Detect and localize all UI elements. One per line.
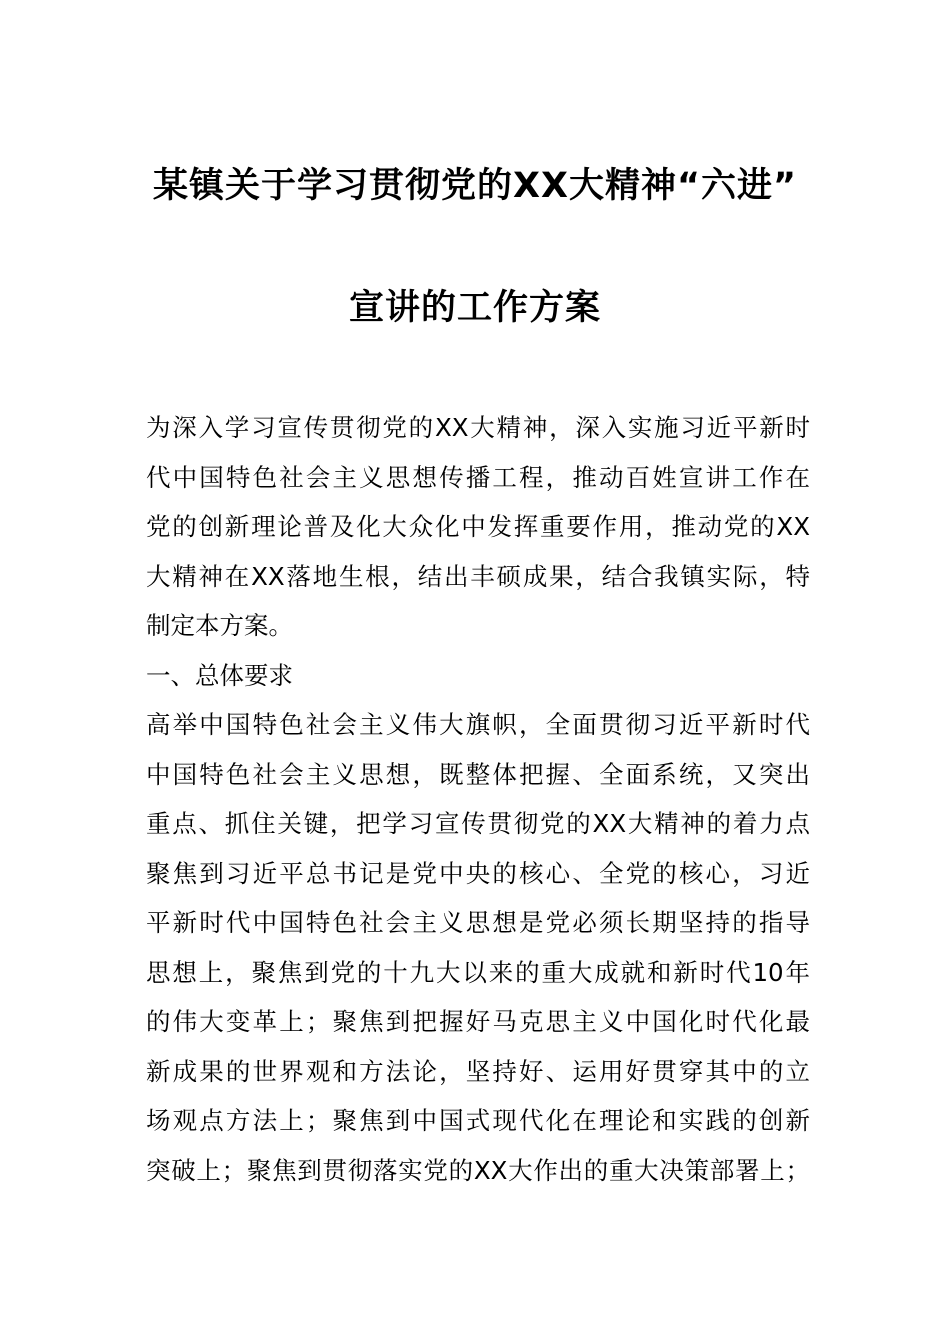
body-line: 制定本方案。 <box>146 611 293 640</box>
section-heading: 一、总体要求 <box>146 660 293 690</box>
body-line: 重点、抓住关键，把学习宣传贯彻党的XX大精神的着力点 <box>146 809 810 838</box>
document-title-line-1: 某镇关于学习贯彻党的XX大精神“六进” <box>153 166 797 206</box>
body-line: 代中国特色社会主义思想传播工程，推动百姓宣讲工作在 <box>146 462 810 492</box>
body-line: 平新时代中国特色社会主义思想是党必须长期坚持的指导 <box>146 908 810 937</box>
body-line: 新成果的世界观和方法论，坚持好、运用好贯穿其中的立 <box>146 1056 810 1086</box>
document-body <box>146 410 810 1202</box>
body-line: 中国特色社会主义思想，既整体把握、全面系统，又突出 <box>146 759 810 789</box>
body-line: 高举中国特色社会主义伟大旗帜，全面贯彻习近平新时代 <box>146 710 810 739</box>
body-line: 思想上，聚焦到党的十九大以来的重大成就和新时代10年 <box>146 957 810 987</box>
body-line: 大精神在XX落地生根，结出丰硕成果，结合我镇实际，特 <box>146 561 810 591</box>
body-line: 场观点方法上；聚焦到中国式现代化在理论和实践的创新 <box>146 1106 810 1135</box>
document-title-line-2: 宣讲的工作方案 <box>348 288 601 328</box>
body-line: 为深入学习宣传贯彻党的XX大精神，深入实施习近平新时 <box>146 413 810 442</box>
body-line: 聚焦到习近平总书记是党中央的核心、全党的核心，习近 <box>146 858 810 888</box>
body-line: 党的创新理论普及化大众化中发挥重要作用，推动党的XX <box>146 512 810 541</box>
body-line: 的伟大变革上；聚焦到把握好马克思主义中国化时代化最 <box>146 1007 810 1036</box>
body-line: 突破上；聚焦到贯彻落实党的XX大作出的重大决策部署上； <box>146 1155 810 1185</box>
